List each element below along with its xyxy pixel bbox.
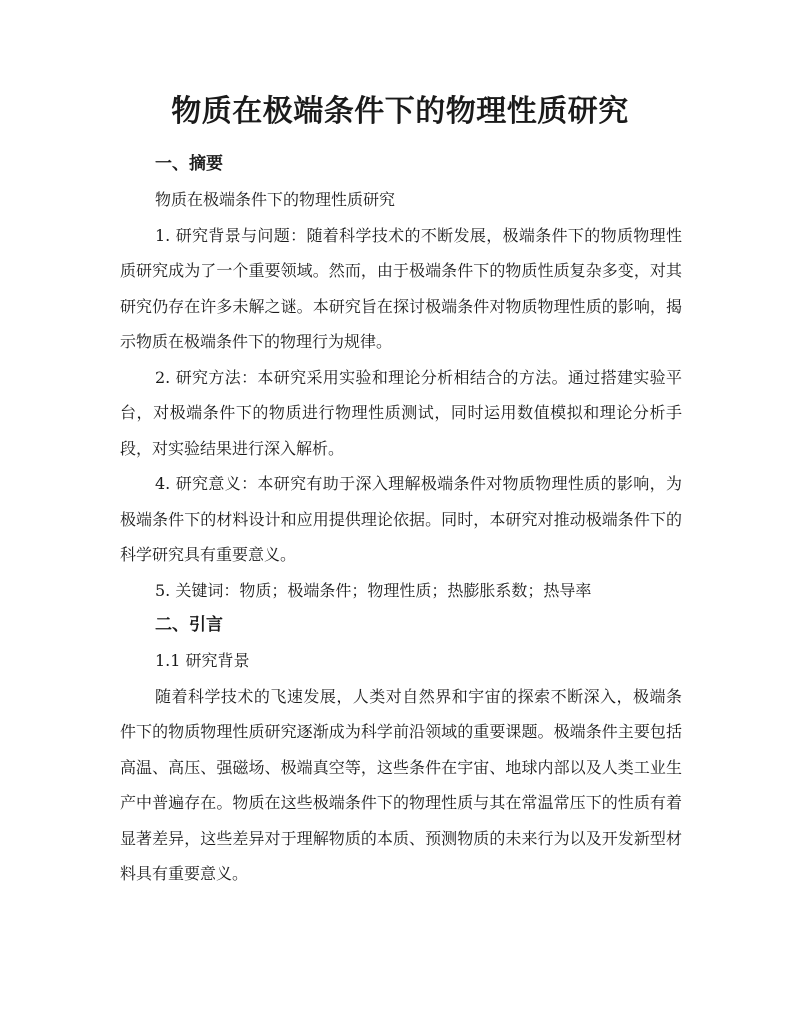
document-title: 物质在极端条件下的物理性质研究: [171, 94, 629, 129]
section-introduction: [120, 608, 682, 892]
abstract-keywords-paragraph: 5. 关键词：物质；极端条件；物理性质；热膨胀系数；热导率: [155, 580, 592, 600]
section-heading-introduction: 二、引言: [155, 615, 223, 635]
document-body: [120, 147, 682, 892]
subsection-heading-background: 1.1 研究背景: [155, 651, 250, 670]
section-abstract: [120, 147, 682, 608]
abstract-subtitle-paragraph: 物质在极端条件下的物理性质研究: [155, 190, 396, 209]
introduction-background-paragraph: 随着科学技术的飞速发展，人类对自然界和宇宙的探索不断深入，极端条件下的物质物理性质研究逐渐成为科学前沿领域的重要课题。极端条件主要包括高温、高压、强磁场、极端真空等，这些条件在宇宙、地球内部以及人类工业生产中普遍存在。物质在这些极端条件下的物理性质与其在常温常压下的性质有着显著差异，这些差异对于理解物质的本质、预测物质的未来行为以及开发新型材料具有重要意义。: [120, 686, 682, 883]
abstract-method-paragraph: 2. 研究方法：本研究采用实验和理论分析相结合的方法。通过搭建实验平台，对极端条件下的物质进行物理性质测试，同时运用数值模拟和理论分析手段，对实验结果进行深入解析。: [120, 367, 682, 458]
section-heading-abstract: 一、摘要: [155, 154, 223, 174]
abstract-significance-paragraph: 4. 研究意义：本研究有助于深入理解极端条件对物质物理性质的影响，为极端条件下的材料设计和应用提供理论依据。同时，本研究对推动极端条件下的科学研究具有重要意义。: [120, 474, 682, 564]
abstract-background-paragraph: 1. 研究背景与问题：随着科学技术的不断发展，极端条件下的物质物理性质研究成为了一个重要领域。然而，由于极端条件下的物质性质复杂多变，对其研究仍存在许多未解之谜。本研究旨在探讨极端条件对物质物理性质的影响，揭示物质在极端条件下的物理行为规律。: [120, 225, 682, 351]
